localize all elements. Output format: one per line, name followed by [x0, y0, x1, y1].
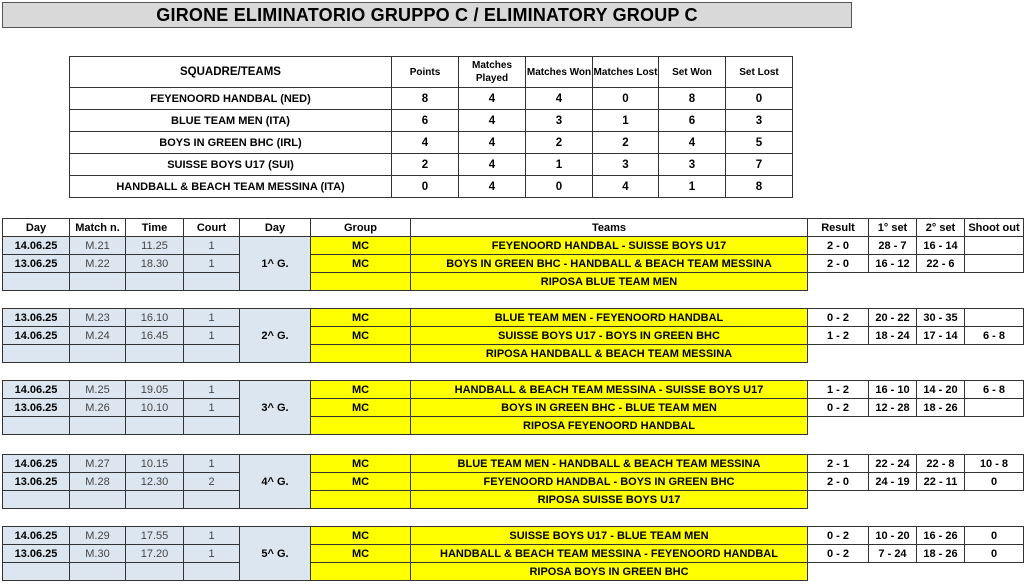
match-result: 0 - 2 — [808, 527, 869, 545]
match-number: M.28 — [70, 473, 126, 491]
match-result: 2 - 0 — [808, 255, 869, 273]
match-set-2: 30 - 35 — [917, 309, 965, 327]
match-group: MC — [311, 255, 411, 273]
standings-team: SUISSE BOYS U17 (SUI) — [70, 154, 392, 176]
header-shoot-out: Shoot out — [965, 219, 1024, 237]
match-row — [3, 237, 1024, 255]
standings-set-won: 4 — [659, 132, 726, 154]
match-date: 14.06.25 — [3, 527, 70, 545]
matches-table — [2, 308, 1024, 363]
match-set-1: 10 - 20 — [869, 527, 917, 545]
match-teams: SUISSE BOYS U17 - BLUE TEAM MEN — [411, 527, 808, 545]
empty-cell — [917, 345, 965, 363]
empty-cell — [126, 491, 184, 509]
header-points: Points — [392, 57, 459, 88]
standings-set-won: 3 — [659, 154, 726, 176]
header-match-number: Match n. — [70, 219, 126, 237]
match-date: 13.06.25 — [3, 473, 70, 491]
empty-group-cell — [311, 563, 411, 581]
match-date: 13.06.25 — [3, 545, 70, 563]
match-row — [3, 455, 1024, 473]
standings-set-won: 6 — [659, 110, 726, 132]
match-result: 2 - 0 — [808, 237, 869, 255]
match-time: 17.55 — [126, 527, 184, 545]
match-set-2: 18 - 26 — [917, 399, 965, 417]
match-date: 14.06.25 — [3, 327, 70, 345]
match-number: M.22 — [70, 255, 126, 273]
match-group: MC — [311, 327, 411, 345]
standings-set-lost: 8 — [726, 176, 793, 198]
match-set-1: 20 - 22 — [869, 309, 917, 327]
standings-row — [70, 88, 793, 110]
standings-team: BOYS IN GREEN BHC (IRL) — [70, 132, 392, 154]
header-time: Time — [126, 219, 184, 237]
match-set-1: 7 - 24 — [869, 545, 917, 563]
matches-table — [2, 218, 1024, 291]
rest-row — [3, 491, 1024, 509]
match-number: M.23 — [70, 309, 126, 327]
standings-lost: 4 — [593, 176, 659, 198]
empty-cell — [965, 345, 1024, 363]
match-result: 2 - 0 — [808, 473, 869, 491]
match-teams: FEYENOORD HANDBAL - BOYS IN GREEN BHC — [411, 473, 808, 491]
header-group: Group — [311, 219, 411, 237]
standings-played: 4 — [459, 176, 526, 198]
match-result: 0 - 2 — [808, 399, 869, 417]
standings-set-lost: 5 — [726, 132, 793, 154]
match-time: 19.05 — [126, 381, 184, 399]
empty-cell — [965, 563, 1024, 581]
match-row — [3, 255, 1024, 273]
empty-cell — [70, 563, 126, 581]
match-set-2: 22 - 11 — [917, 473, 965, 491]
header-set-lost: Set Lost — [726, 57, 793, 88]
header-result: Result — [808, 219, 869, 237]
match-teams: HANDBALL & BEACH TEAM MESSINA - SUISSE BOYS U17 — [411, 381, 808, 399]
match-group: MC — [311, 473, 411, 491]
match-court: 1 — [184, 381, 240, 399]
match-set-1: 24 - 19 — [869, 473, 917, 491]
header-day: Day — [3, 219, 70, 237]
standings-played: 4 — [459, 88, 526, 110]
round-label: 5^ G. — [240, 527, 311, 581]
standings-won: 1 — [526, 154, 593, 176]
match-set-2: 16 - 14 — [917, 237, 965, 255]
matches-header-row — [3, 219, 1024, 237]
empty-cell — [70, 345, 126, 363]
match-shoot-out — [965, 309, 1024, 327]
header-matches-lost: Matches Lost — [593, 57, 659, 88]
standings-lost: 3 — [593, 154, 659, 176]
empty-cell — [126, 417, 184, 435]
rest-team: RIPOSA HANDBALL & BEACH TEAM MESSINA — [411, 345, 808, 363]
match-result: 0 - 2 — [808, 309, 869, 327]
rest-row — [3, 417, 1024, 435]
standings-lost: 2 — [593, 132, 659, 154]
match-number: M.29 — [70, 527, 126, 545]
standings-team: HANDBALL & BEACH TEAM MESSINA (ITA) — [70, 176, 392, 198]
empty-cell — [126, 563, 184, 581]
match-set-2: 22 - 8 — [917, 455, 965, 473]
empty-cell — [965, 273, 1024, 291]
standings-points: 4 — [392, 132, 459, 154]
matches-table — [2, 454, 1024, 509]
match-court: 1 — [184, 455, 240, 473]
round-label: 1^ G. — [240, 237, 311, 291]
match-court: 1 — [184, 545, 240, 563]
standings-row — [70, 132, 793, 154]
match-number: M.26 — [70, 399, 126, 417]
empty-cell — [70, 491, 126, 509]
match-date: 14.06.25 — [3, 455, 70, 473]
standings-set-lost: 0 — [726, 88, 793, 110]
empty-cell — [70, 273, 126, 291]
match-shoot-out: 6 - 8 — [965, 327, 1024, 345]
match-row — [3, 381, 1024, 399]
match-result: 1 - 2 — [808, 381, 869, 399]
match-date: 14.06.25 — [3, 237, 70, 255]
empty-cell — [70, 417, 126, 435]
match-date: 14.06.25 — [3, 381, 70, 399]
empty-cell — [808, 273, 869, 291]
match-shoot-out — [965, 237, 1024, 255]
standings-points: 6 — [392, 110, 459, 132]
match-shoot-out — [965, 399, 1024, 417]
match-court: 1 — [184, 527, 240, 545]
match-court: 2 — [184, 473, 240, 491]
empty-cell — [3, 417, 70, 435]
empty-group-cell — [311, 345, 411, 363]
match-time: 10.10 — [126, 399, 184, 417]
empty-cell — [184, 491, 240, 509]
page-title: GIRONE ELIMINATORIO GRUPPO C / ELIMINATORY GROUP C — [2, 2, 852, 28]
empty-cell — [917, 273, 965, 291]
match-group: MC — [311, 381, 411, 399]
rest-row — [3, 563, 1024, 581]
rest-team: RIPOSA BLUE TEAM MEN — [411, 273, 808, 291]
empty-cell — [808, 563, 869, 581]
match-teams: FEYENOORD HANDBAL - SUISSE BOYS U17 — [411, 237, 808, 255]
match-shoot-out: 0 — [965, 545, 1024, 563]
standings-row — [70, 176, 793, 198]
standings-row — [70, 154, 793, 176]
standings-team: BLUE TEAM MEN (ITA) — [70, 110, 392, 132]
round-label: 3^ G. — [240, 381, 311, 435]
match-set-2: 17 - 14 — [917, 327, 965, 345]
match-court: 1 — [184, 255, 240, 273]
standings-header-row — [70, 57, 793, 88]
match-set-2: 18 - 26 — [917, 545, 965, 563]
match-time: 16.45 — [126, 327, 184, 345]
match-group: MC — [311, 309, 411, 327]
rest-row — [3, 273, 1024, 291]
round-label: 4^ G. — [240, 455, 311, 509]
standings-set-lost: 7 — [726, 154, 793, 176]
standings-won: 4 — [526, 88, 593, 110]
empty-cell — [184, 563, 240, 581]
match-number: M.27 — [70, 455, 126, 473]
standings-won: 2 — [526, 132, 593, 154]
standings-row — [70, 110, 793, 132]
match-date: 13.06.25 — [3, 255, 70, 273]
rest-team: RIPOSA FEYENOORD HANDBAL — [411, 417, 808, 435]
empty-cell — [3, 491, 70, 509]
match-result: 2 - 1 — [808, 455, 869, 473]
standings-set-won: 8 — [659, 88, 726, 110]
standings-won: 0 — [526, 176, 593, 198]
match-shoot-out: 0 — [965, 473, 1024, 491]
standings-set-won: 1 — [659, 176, 726, 198]
header-matches-played: Matches Played — [459, 57, 526, 88]
empty-cell — [184, 417, 240, 435]
match-row — [3, 527, 1024, 545]
match-set-2: 16 - 26 — [917, 527, 965, 545]
empty-cell — [869, 417, 917, 435]
match-set-2: 22 - 6 — [917, 255, 965, 273]
empty-group-cell — [311, 273, 411, 291]
standings-set-lost: 3 — [726, 110, 793, 132]
match-date: 13.06.25 — [3, 399, 70, 417]
match-teams: BOYS IN GREEN BHC - HANDBALL & BEACH TEAM MESSINA — [411, 255, 808, 273]
matches-table — [2, 380, 1024, 435]
header-set-2: 2° set — [917, 219, 965, 237]
round-label: 2^ G. — [240, 309, 311, 363]
match-teams: BOYS IN GREEN BHC - BLUE TEAM MEN — [411, 399, 808, 417]
match-set-1: 16 - 12 — [869, 255, 917, 273]
match-group: MC — [311, 399, 411, 417]
empty-cell — [869, 563, 917, 581]
match-court: 1 — [184, 237, 240, 255]
match-result: 1 - 2 — [808, 327, 869, 345]
empty-cell — [808, 491, 869, 509]
standings-team: FEYENOORD HANDBAL (NED) — [70, 88, 392, 110]
standings-played: 4 — [459, 154, 526, 176]
empty-cell — [3, 345, 70, 363]
empty-cell — [869, 491, 917, 509]
standings-points: 8 — [392, 88, 459, 110]
standings-lost: 0 — [593, 88, 659, 110]
header-court: Court — [184, 219, 240, 237]
match-time: 18.30 — [126, 255, 184, 273]
empty-cell — [869, 345, 917, 363]
matches-table — [2, 526, 1024, 581]
match-group: MC — [311, 545, 411, 563]
match-time: 16.10 — [126, 309, 184, 327]
empty-cell — [126, 345, 184, 363]
match-court: 1 — [184, 309, 240, 327]
match-teams: BLUE TEAM MEN - HANDBALL & BEACH TEAM MESSINA — [411, 455, 808, 473]
match-row — [3, 399, 1024, 417]
match-set-1: 16 - 10 — [869, 381, 917, 399]
match-time: 10.15 — [126, 455, 184, 473]
header-teams: SQUADRE/TEAMS — [70, 57, 392, 88]
match-shoot-out: 10 - 8 — [965, 455, 1024, 473]
match-group: MC — [311, 455, 411, 473]
match-row — [3, 327, 1024, 345]
match-number: M.21 — [70, 237, 126, 255]
empty-cell — [184, 273, 240, 291]
empty-cell — [917, 563, 965, 581]
empty-cell — [808, 345, 869, 363]
empty-cell — [184, 345, 240, 363]
match-set-1: 22 - 24 — [869, 455, 917, 473]
match-shoot-out — [965, 255, 1024, 273]
match-court: 1 — [184, 327, 240, 345]
empty-cell — [965, 491, 1024, 509]
empty-group-cell — [311, 491, 411, 509]
match-teams: BLUE TEAM MEN - FEYENOORD HANDBAL — [411, 309, 808, 327]
rest-row — [3, 345, 1024, 363]
header-teams: Teams — [411, 219, 808, 237]
match-teams: SUISSE BOYS U17 - BOYS IN GREEN BHC — [411, 327, 808, 345]
standings-points: 0 — [392, 176, 459, 198]
match-set-1: 18 - 24 — [869, 327, 917, 345]
standings-played: 4 — [459, 110, 526, 132]
empty-cell — [3, 273, 70, 291]
standings-table — [69, 56, 793, 198]
match-time: 11.25 — [126, 237, 184, 255]
empty-group-cell — [311, 417, 411, 435]
match-number: M.30 — [70, 545, 126, 563]
match-number: M.25 — [70, 381, 126, 399]
empty-cell — [808, 417, 869, 435]
match-result: 0 - 2 — [808, 545, 869, 563]
rest-team: RIPOSA BOYS IN GREEN BHC — [411, 563, 808, 581]
empty-cell — [3, 563, 70, 581]
match-time: 17.20 — [126, 545, 184, 563]
match-group: MC — [311, 237, 411, 255]
standings-points: 2 — [392, 154, 459, 176]
match-date: 13.06.25 — [3, 309, 70, 327]
match-shoot-out: 6 - 8 — [965, 381, 1024, 399]
match-teams: HANDBALL & BEACH TEAM MESSINA - FEYENOORD HANDBAL — [411, 545, 808, 563]
match-row — [3, 309, 1024, 327]
header-set-won: Set Won — [659, 57, 726, 88]
match-set-1: 12 - 28 — [869, 399, 917, 417]
standings-won: 3 — [526, 110, 593, 132]
match-set-2: 14 - 20 — [917, 381, 965, 399]
match-court: 1 — [184, 399, 240, 417]
match-group: MC — [311, 527, 411, 545]
standings-played: 4 — [459, 132, 526, 154]
empty-cell — [917, 417, 965, 435]
match-set-1: 28 - 7 — [869, 237, 917, 255]
match-row — [3, 545, 1024, 563]
empty-cell — [869, 273, 917, 291]
match-number: M.24 — [70, 327, 126, 345]
header-set-1: 1° set — [869, 219, 917, 237]
header-round: Day — [240, 219, 311, 237]
header-matches-won: Matches Won — [526, 57, 593, 88]
rest-team: RIPOSA SUISSE BOYS U17 — [411, 491, 808, 509]
standings-lost: 1 — [593, 110, 659, 132]
match-row — [3, 473, 1024, 491]
empty-cell — [917, 491, 965, 509]
match-time: 12.30 — [126, 473, 184, 491]
match-shoot-out: 0 — [965, 527, 1024, 545]
empty-cell — [126, 273, 184, 291]
empty-cell — [965, 417, 1024, 435]
